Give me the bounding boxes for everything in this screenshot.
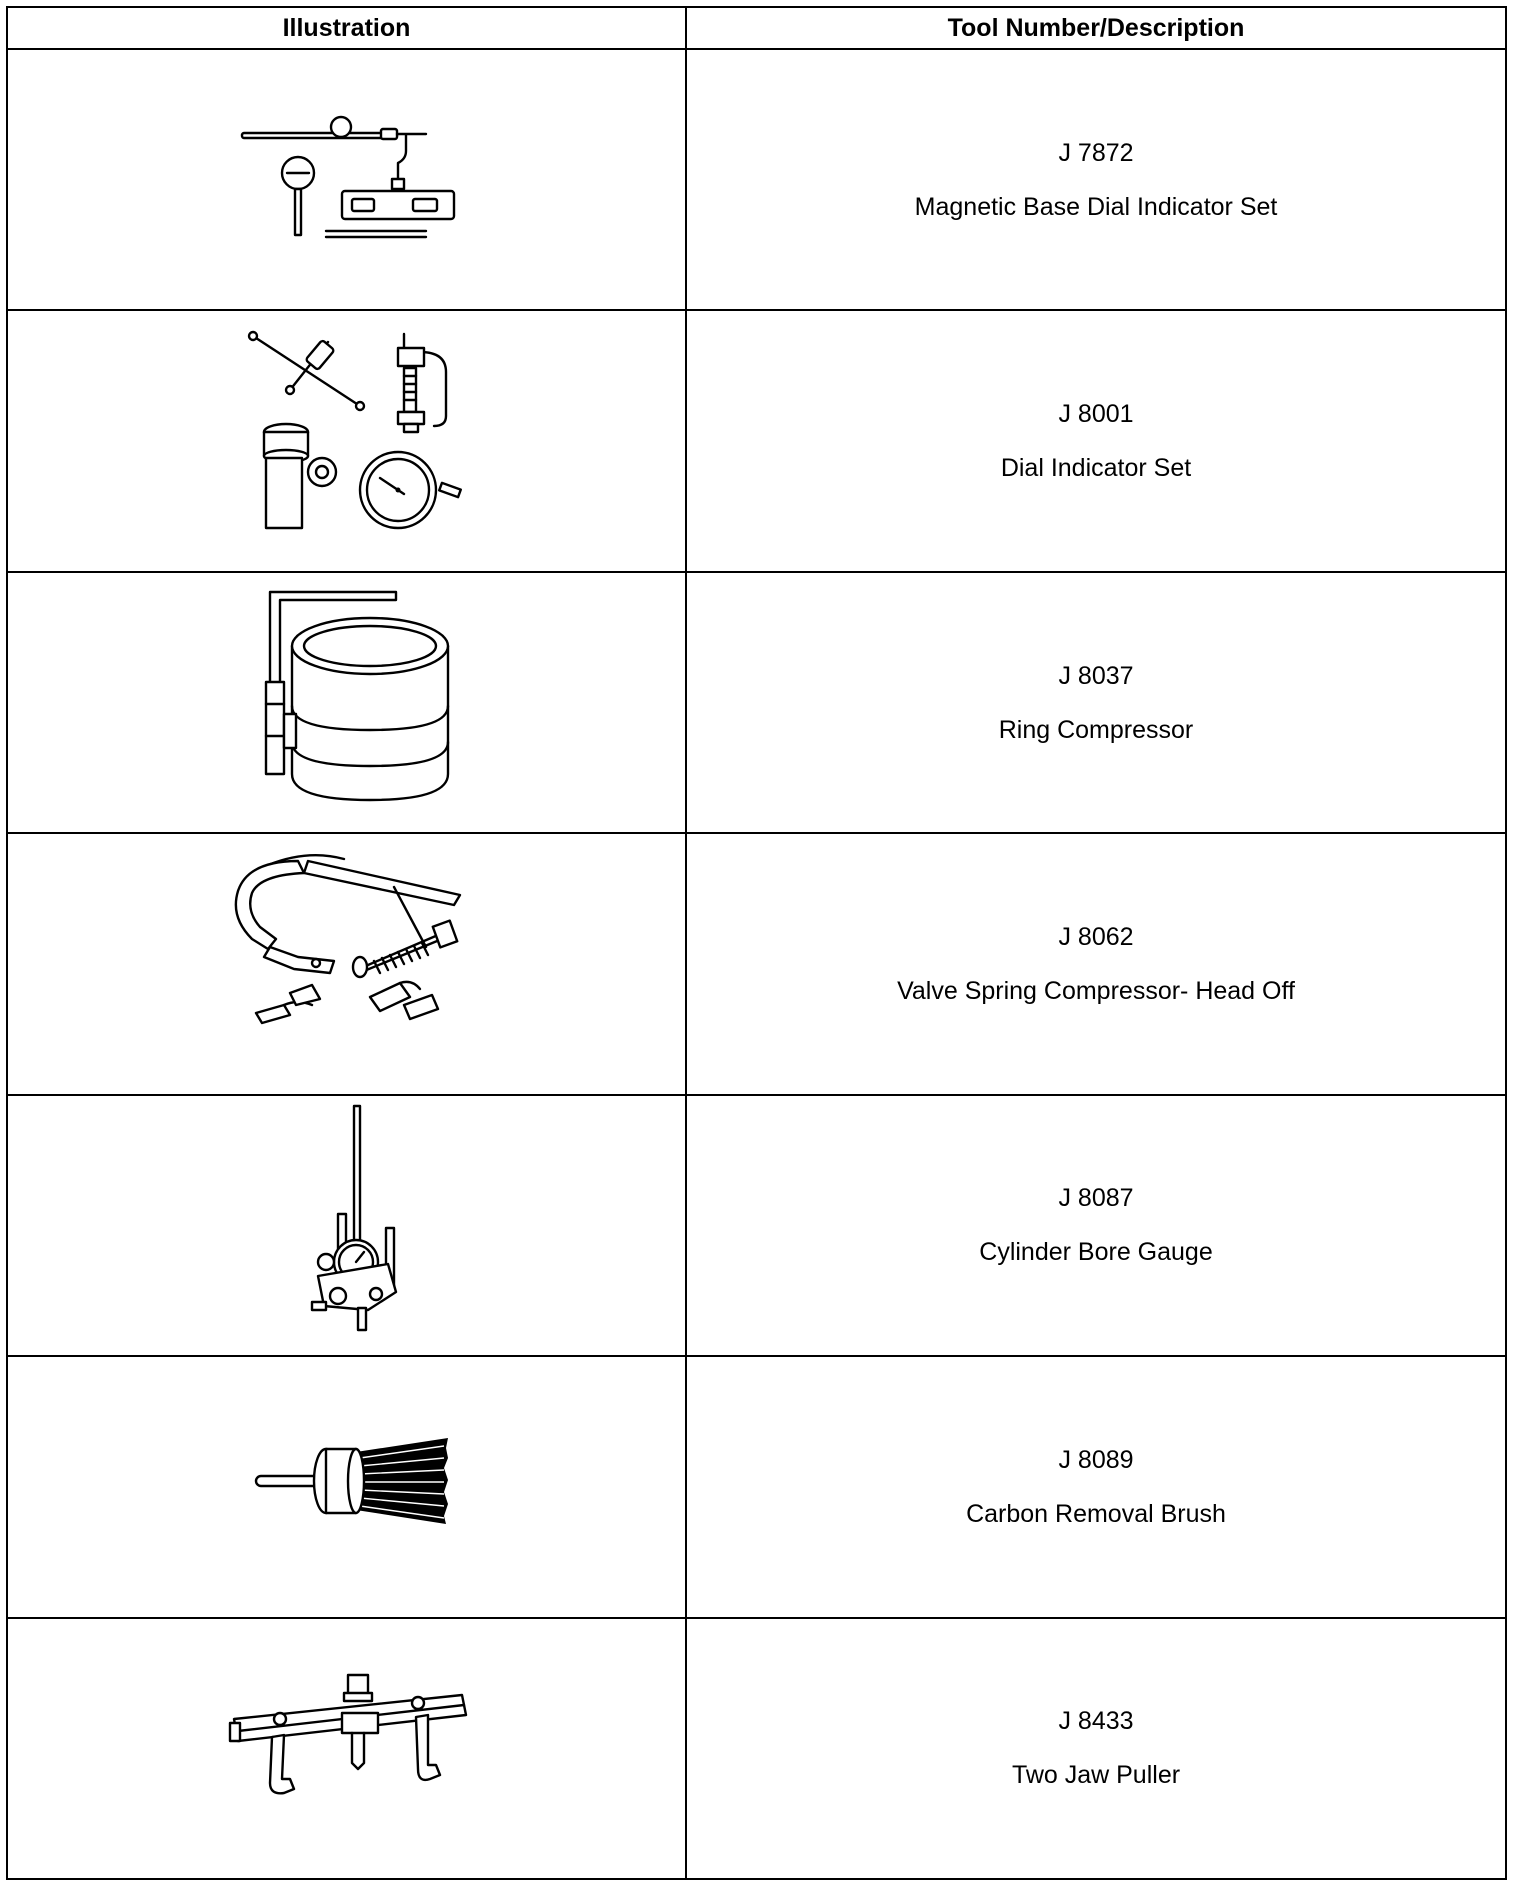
illustration-cell <box>7 572 686 833</box>
tool-name: Cylinder Bore Gauge <box>979 1238 1213 1267</box>
illustration-cell <box>7 310 686 571</box>
illustration-cell <box>7 833 686 1094</box>
description-cell <box>686 833 1506 1094</box>
description-cell <box>686 1618 1506 1879</box>
illustration-cell <box>7 1356 686 1617</box>
description-cell <box>686 572 1506 833</box>
tool-name: Ring Compressor <box>998 715 1194 744</box>
illustration-column-header: Illustration <box>7 7 686 49</box>
table-row <box>7 833 1506 1094</box>
tool-name: Magnetic Base Dial Indicator Set <box>914 192 1278 221</box>
table-row <box>7 1356 1506 1617</box>
ring-compressor-illustration <box>8 574 687 832</box>
tool-number: J 7872 <box>1058 138 1134 167</box>
tool-number: J 8037 <box>1058 661 1134 690</box>
illustration-cell <box>7 49 686 310</box>
tool-name: Dial Indicator Set <box>1000 454 1192 483</box>
table-row <box>7 310 1506 571</box>
dial-indicator-set-illustration <box>8 312 687 570</box>
two-jaw-puller-illustration <box>8 1619 687 1877</box>
tool-number: J 8001 <box>1058 400 1134 429</box>
tool-number: J 8089 <box>1058 1445 1134 1474</box>
tool-number: J 8433 <box>1058 1707 1134 1736</box>
tool-number: J 8062 <box>1058 922 1134 951</box>
tool-description <box>687 1446 1505 1528</box>
tool-number: J 8087 <box>1058 1184 1134 1213</box>
valve-spring-compressor-illustration <box>8 835 687 1093</box>
tool-description <box>687 662 1505 744</box>
description-cell <box>686 310 1506 571</box>
tool-name: Carbon Removal Brush <box>966 1499 1226 1528</box>
description-cell <box>686 49 1506 310</box>
carbon-removal-brush-illustration <box>8 1358 687 1616</box>
tools-table <box>6 6 1507 1880</box>
header-row <box>7 7 1506 49</box>
cylinder-bore-gauge-illustration <box>8 1096 687 1354</box>
table-row <box>7 1618 1506 1879</box>
table-row <box>7 1095 1506 1356</box>
table-row <box>7 572 1506 833</box>
tool-name: Valve Spring Compressor- Head Off <box>897 976 1295 1005</box>
tool-description <box>687 1184 1505 1266</box>
description-column-header: Tool Number/Description <box>686 7 1506 49</box>
magnetic-base-dial-indicator-set-illustration <box>8 51 687 309</box>
tool-description <box>687 400 1505 482</box>
tool-description <box>687 1707 1505 1789</box>
table-row <box>7 49 1506 310</box>
tool-name: Two Jaw Puller <box>1011 1761 1181 1790</box>
description-cell <box>686 1095 1506 1356</box>
tool-description <box>687 139 1505 221</box>
tool-description <box>687 923 1505 1005</box>
illustration-cell <box>7 1095 686 1356</box>
illustration-cell <box>7 1618 686 1879</box>
description-cell <box>686 1356 1506 1617</box>
